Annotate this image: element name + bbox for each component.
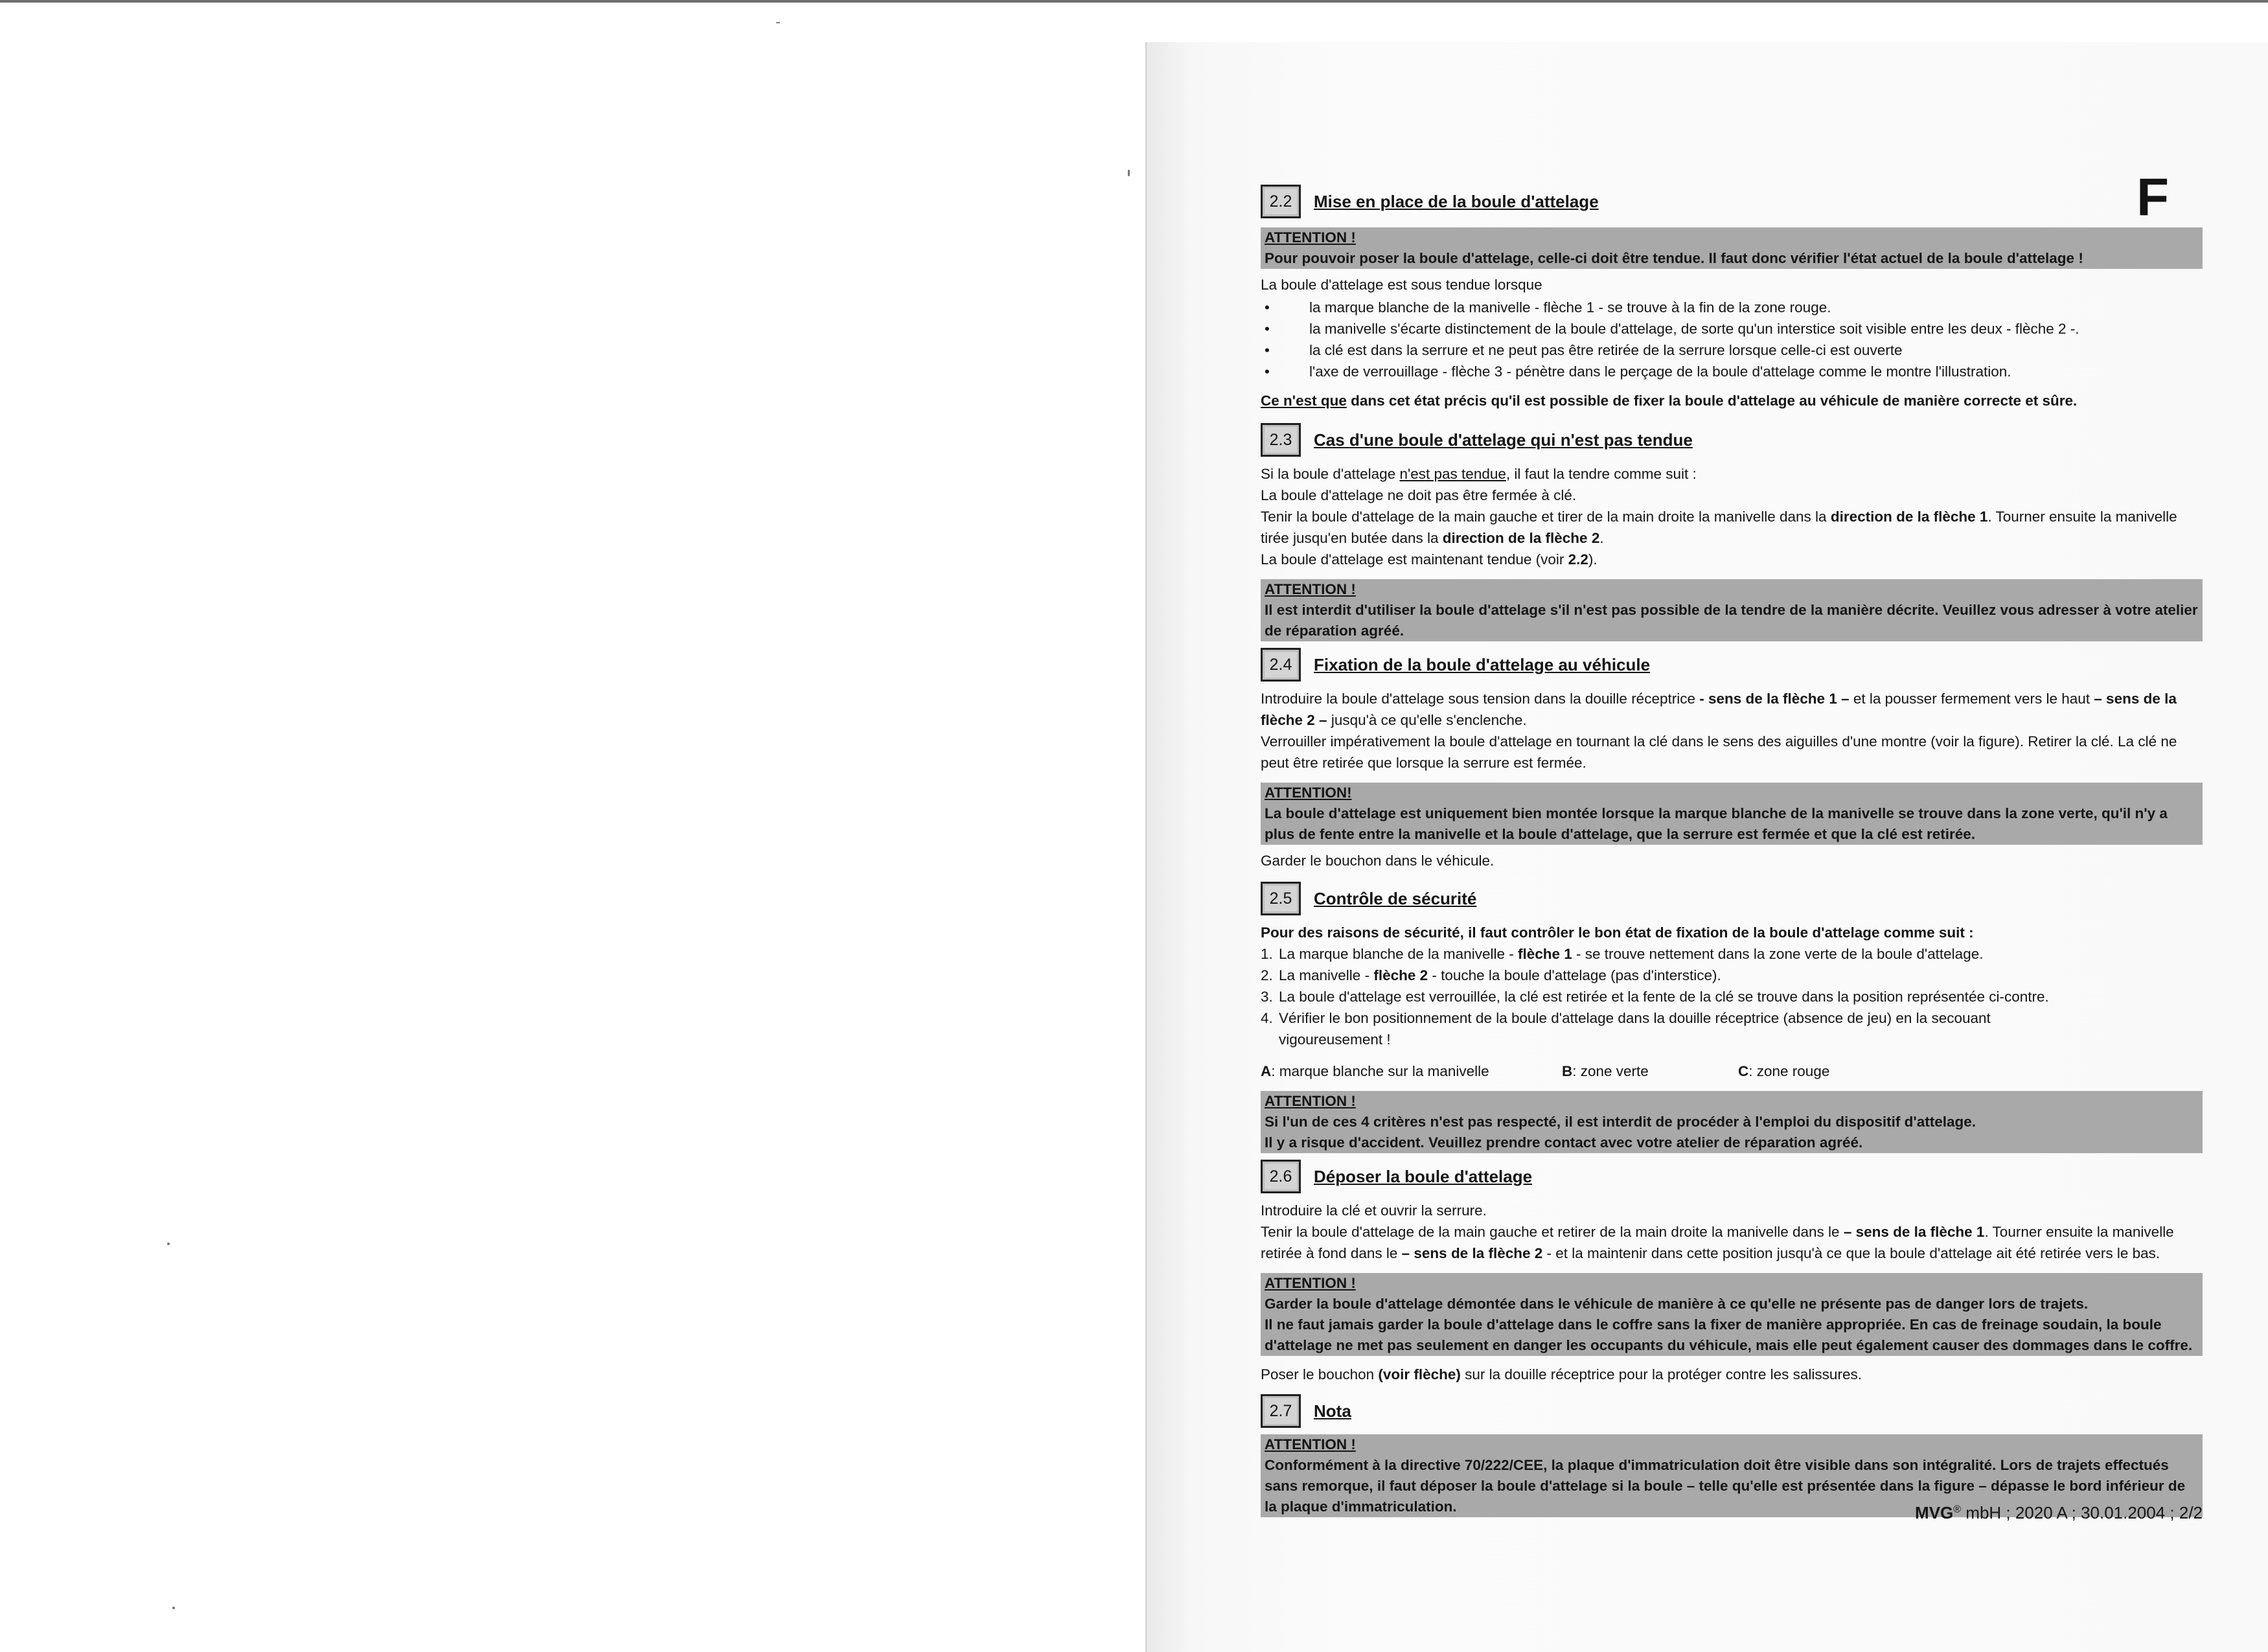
section-number: 2.2 [1261, 185, 1301, 218]
section-heading-2-3 [1261, 423, 2203, 457]
paragraph: Introduire la clé et ouvrir la serrure. [1261, 1202, 1487, 1219]
scan-top-edge [0, 0, 2268, 3]
legend-value: : marque blanche sur la manivelle [1271, 1063, 1489, 1079]
scan-speck [1128, 170, 1130, 176]
text-run-bold: flèche 2 [1373, 967, 1428, 983]
paragraph [1261, 688, 2203, 731]
text-run: et la pousser fermement vers le haut [1849, 691, 2094, 707]
text-run: jusqu'à ce qu'elle s'enclenche. [1327, 712, 1527, 728]
section-number: 2.3 [1261, 423, 1301, 457]
text-run: Tenir la boule d'attelage de la main gauche et tirer de la main droite la manivelle dans la [1261, 509, 1831, 525]
scan-speck [167, 1243, 170, 1245]
section-number: 2.7 [1261, 1394, 1301, 1428]
text-run: sur la douille réceptrice pour la protéger contre les salissures. [1460, 1366, 1862, 1382]
figure-legend [1261, 1061, 2203, 1082]
numbered-item [1261, 986, 2203, 1007]
text-run: La manivelle - [1279, 967, 1374, 983]
section-number: 2.5 [1261, 882, 1301, 915]
bullet-item: • la clé est dans la serrure et ne peut pas être retirée de la serrure lorsque celle-ci est ouverte [1261, 339, 2203, 361]
section-title: Cas d'une boule d'attelage qui n'est pas tendue [1314, 430, 1693, 450]
footer-reference: mbH ; 2020 A ; 30.01.2004 ; 2/2 [1961, 1503, 2203, 1522]
section-title: Mise en place de la boule d'attelage [1314, 191, 1599, 211]
paragraph: Garder le bouchon dans le véhicule. [1261, 853, 1495, 869]
document-footer [1814, 1503, 2203, 1523]
underlined-lead: Ce n'est que [1261, 393, 1347, 409]
section-number: 2.4 [1261, 648, 1301, 682]
attention-label: ATTENTION ! [1265, 1436, 1356, 1452]
numbered-item [1261, 1007, 2203, 1050]
text-run: . Tourner ensuite la manivelle tirée jusqu'en butée dans la [1261, 509, 2177, 546]
scan-speck [776, 22, 780, 23]
attention-box [1261, 579, 2203, 641]
attention-label: ATTENTION ! [1265, 229, 1356, 246]
text-run: - se trouve nettement dans la zone verte de la boule d'attelage. [1572, 946, 1984, 962]
legend-value: : zone verte [1572, 1063, 1649, 1079]
footer-registered-mark: ® [1953, 1504, 1962, 1515]
text-run-bold: direction de la flèche 1 [1830, 509, 1988, 525]
legend-key: C [1738, 1063, 1749, 1079]
paragraph [1261, 463, 2203, 485]
section-heading-2-6 [1261, 1160, 2203, 1193]
attention-line: Il ne faut jamais garder la boule d'attelage dans le coffre sans la fixer de manière appropriée. En cas de freinage soudain, la boule d'attelage ne met pas seulement en danger les occupants du véhicule, mais elle peut également causer des dommages dans le coffre. [1265, 1316, 2193, 1353]
text-run: , il faut la tendre comme suit : [1506, 466, 1697, 482]
paragraph [1261, 549, 2203, 570]
attention-text: Pour pouvoir poser la boule d'attelage, celle-ci doit être tendue. Il faut donc vérifier l'état actuel de la boule d'attelage ! [1265, 250, 2083, 266]
text-run-bold: direction de la flèche 2 [1442, 530, 1600, 546]
text-run: Introduire la boule d'attelage sous tension dans la douille réceptrice [1261, 691, 1700, 707]
text-run-bold: flèche 1 [1517, 946, 1572, 962]
attention-label: ATTENTION! [1265, 785, 1352, 801]
attention-line: Si l'un de ces 4 critères n'est pas respecté, il est interdit de procéder à l'emploi du dispositif d'attelage. [1265, 1114, 1976, 1130]
numbered-item [1261, 943, 2203, 965]
item-number: 4. [1261, 1010, 1273, 1026]
paragraph: La boule d'attelage ne doit pas être fermée à clé. [1261, 487, 1577, 503]
paragraph [1261, 390, 2203, 411]
attention-label: ATTENTION ! [1265, 1093, 1356, 1109]
text-run: dans cet état précis qu'il est possible de fixer la boule d'attelage au véhicule de manière correcte et sûre. [1346, 393, 2078, 409]
section-title: Fixation de la boule d'attelage au véhicule [1314, 654, 1651, 674]
text-run: . [1599, 530, 1604, 546]
text-run: La marque blanche de la manivelle - [1279, 946, 1518, 962]
bullet-list [1261, 297, 2203, 382]
paragraph: Verrouiller impérativement la boule d'attelage en tournant la clé dans le sens des aiguilles d'une montre (voir la figure). Retirer la clé. La clé ne peut être retirée que lorsque la serrure est fermée. [1261, 733, 2177, 771]
paragraph [1261, 1221, 2203, 1264]
text-run: . Tourner ensuite la manivelle retirée à fond dans le [1261, 1224, 2174, 1261]
text-run: Si la boule d'attelage [1261, 466, 1400, 482]
attention-box [1261, 227, 2203, 269]
attention-label: ATTENTION ! [1265, 581, 1356, 597]
legend-item-a [1261, 1061, 1562, 1082]
paragraph: Pour des raisons de sécurité, il faut contrôler le bon état de fixation de la boule d'attelage comme suit : [1261, 924, 1974, 941]
section-heading-2-5 [1261, 882, 2203, 915]
attention-text: Il est interdit d'utiliser la boule d'attelage s'il n'est pas possible de la tendre de la manière décrite. Veuillez vous adresser à votre atelier de réparation agréé. [1265, 602, 2198, 639]
attention-line: Garder la boule d'attelage démontée dans le véhicule de manière à ce qu'elle ne présente pas de danger lors de trajets. [1265, 1296, 2089, 1312]
text-run: - touche la boule d'attelage (pas d'interstice). [1428, 967, 1721, 983]
footer-brand: MVG [1915, 1503, 1954, 1522]
legend-key: A [1261, 1063, 1272, 1079]
paragraph [1261, 506, 2203, 549]
section-title: Nota [1314, 1401, 1351, 1421]
bullet-item: • l'axe de verrouillage - flèche 3 - pénètre dans le perçage de la boule d'attelage comme le montre l'illustration. [1261, 361, 2203, 382]
numbered-item [1261, 965, 2203, 986]
text-run-bold: – sens de la flèche 1 [1843, 1224, 1985, 1240]
attention-text: La boule d'attelage est uniquement bien montée lorsque la marque blanche de la manivelle se trouve dans la zone verte, qu'il n'y a plus de fente entre la manivelle et la boule d'attelage, que la serrure est fermée et que la clé est retirée. [1265, 805, 2168, 842]
text-run-bold: (voir flèche) [1378, 1366, 1461, 1382]
text-run: Tenir la boule d'attelage de la main gauche et retirer de la main droite la manivelle dans le [1261, 1224, 1844, 1240]
text-run-underlined: n'est pas tendue [1399, 466, 1506, 482]
bullet-item: • la manivelle s'écarte distinctement de la boule d'attelage, de sorte qu'un interstice soit visible entre les deux - flèche 2 -. [1261, 318, 2203, 339]
numbered-list [1261, 943, 2203, 1050]
attention-box [1261, 783, 2203, 845]
legend-item-b [1562, 1061, 1738, 1082]
paragraph: La boule d'attelage est sous tendue lorsque [1261, 277, 1542, 293]
item-number: 3. [1261, 989, 1273, 1005]
text-run-bold: – sens de la flèche 2 [1401, 1245, 1543, 1261]
section-heading-2-2 [1261, 185, 2203, 218]
text-run: ). [1588, 551, 1598, 568]
text-run: Poser le bouchon [1261, 1366, 1379, 1382]
language-letter: F [2136, 168, 2170, 227]
attention-box [1261, 1273, 2203, 1356]
text-run-bold: – sens de la flèche 2 – [1261, 691, 2177, 728]
scan-speck [172, 1607, 175, 1609]
document-body [1261, 178, 2203, 1522]
section-title: Déposer la boule d'attelage [1314, 1166, 1533, 1186]
attention-line: Il y a risque d'accident. Veuillez prendre contact avec votre atelier de réparation agréé. [1265, 1134, 1863, 1151]
attention-text: Conformément à la directive 70/222/CEE, la plaque d'immatriculation doit être visible dans son intégralité. Lors de trajets effectués sans remorque, il faut déposer la boule d'attelage si la boule – telle qu'elle est présentée dans la figure – dépasse le bord inférieur de la plaque d'immatriculation. [1265, 1457, 2186, 1515]
bullet-item: • la marque blanche de la manivelle - flèche 1 - se trouve à la fin de la zone rouge. [1261, 297, 2203, 318]
item-number: 2. [1261, 967, 1273, 983]
section-heading-2-4 [1261, 648, 2203, 682]
section-number: 2.6 [1261, 1160, 1301, 1193]
section-heading-2-7 [1261, 1394, 2203, 1428]
section-title: Contrôle de sécurité [1314, 888, 1477, 908]
text-run: La boule d'attelage est verrouillée, la clé est retirée et la fente de la clé se trouve dans la position représentée ci-contre. [1279, 989, 2049, 1005]
text-run: Vérifier le bon positionnement de la boule d'attelage dans la douille réceptrice (absence de jeu) en la secouant vigoureusement ! [1279, 1010, 1991, 1048]
text-run-bold: 2.2 [1568, 551, 1588, 568]
legend-key: B [1562, 1063, 1573, 1079]
legend-item-c [1738, 1061, 1829, 1082]
attention-box [1261, 1091, 2203, 1153]
text-run: - et la maintenir dans cette position jusqu'à ce que la boule d'attelage ait été retirée vers le bas. [1542, 1245, 2160, 1261]
legend-value: : zone rouge [1748, 1063, 1830, 1079]
text-run: La boule d'attelage est maintenant tendue (voir [1261, 551, 1568, 568]
attention-label: ATTENTION ! [1265, 1275, 1356, 1291]
paragraph [1261, 1364, 2203, 1385]
text-run-bold: - sens de la flèche 1 – [1699, 691, 1850, 707]
item-number: 1. [1261, 946, 1273, 962]
